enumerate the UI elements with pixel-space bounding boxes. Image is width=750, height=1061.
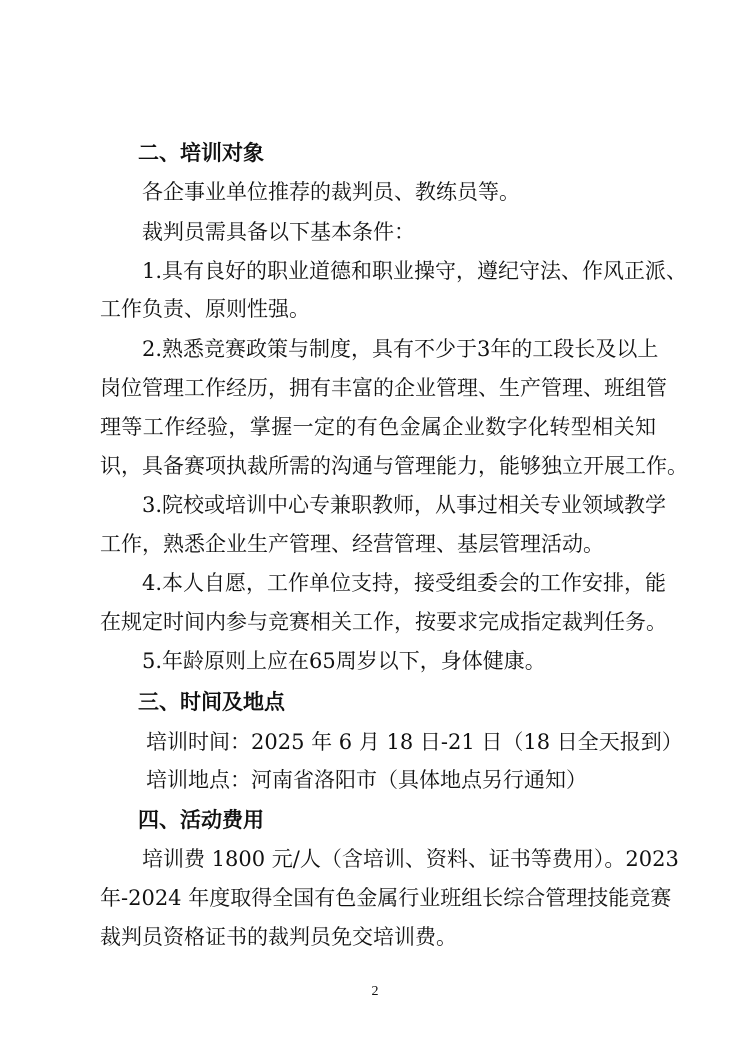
paragraph-line: 理等工作经验，掌握一定的有色金属企业数字化转型相关知 <box>100 415 656 439</box>
paragraph-line: 3.院校或培训中心专兼职教师，从事过相关专业领域教学 <box>142 493 667 517</box>
paragraph-line: 识，具备赛项执裁所需的沟通与管理能力，能够独立开展工作。 <box>100 454 688 478</box>
section-heading-fees: 四、活动费用 <box>138 808 264 832</box>
section-heading-training-targets: 二、培训对象 <box>138 141 264 165</box>
paragraph-line: 培训费 1800 元/人（含培训、资料、证书等费用）。2023 <box>142 847 679 871</box>
section-heading-time-and-place: 三、时间及地点 <box>138 690 285 714</box>
paragraph-line: 1.具有良好的职业道德和职业操守，遵纪守法、作风正派、 <box>142 259 688 283</box>
paragraph-line: 在规定时间内参与竞赛相关工作，按要求完成指定裁判任务。 <box>100 610 667 634</box>
paragraph-line: 岗位管理工作经历，拥有丰富的企业管理、生产管理、班组管 <box>100 376 667 400</box>
paragraph-line: 裁判员需具备以下基本条件： <box>142 220 415 244</box>
paragraph-line: 工作，熟悉企业生产管理、经营管理、基层管理活动。 <box>100 532 604 556</box>
paragraph-line: 各企事业单位推荐的裁判员、教练员等。 <box>142 180 520 204</box>
paragraph-line: 4.本人自愿，工作单位支持，接受组委会的工作安排，能 <box>142 571 667 595</box>
paragraph-line: 工作负责、原则性强。 <box>100 297 310 321</box>
page-number: 2 <box>371 984 379 999</box>
paragraph-line: 5.年龄原则上应在65周岁以下，身体健康。 <box>142 649 546 673</box>
paragraph-line: 裁判员资格证书的裁判员免交培训费。 <box>100 925 457 949</box>
training-time-line: 培训时间：2025 年 6 月 18 日-21 日（18 日全天报到） <box>146 730 683 754</box>
paragraph-line: 年-2024 年度取得全国有色金属行业班组长综合管理技能竞赛 <box>100 886 672 910</box>
training-location-line: 培训地点：河南省洛阳市（具体地点另行通知） <box>146 768 587 792</box>
paragraph-line: 2.熟悉竞赛政策与制度，具有不少于3年的工段长及以上 <box>142 337 659 361</box>
